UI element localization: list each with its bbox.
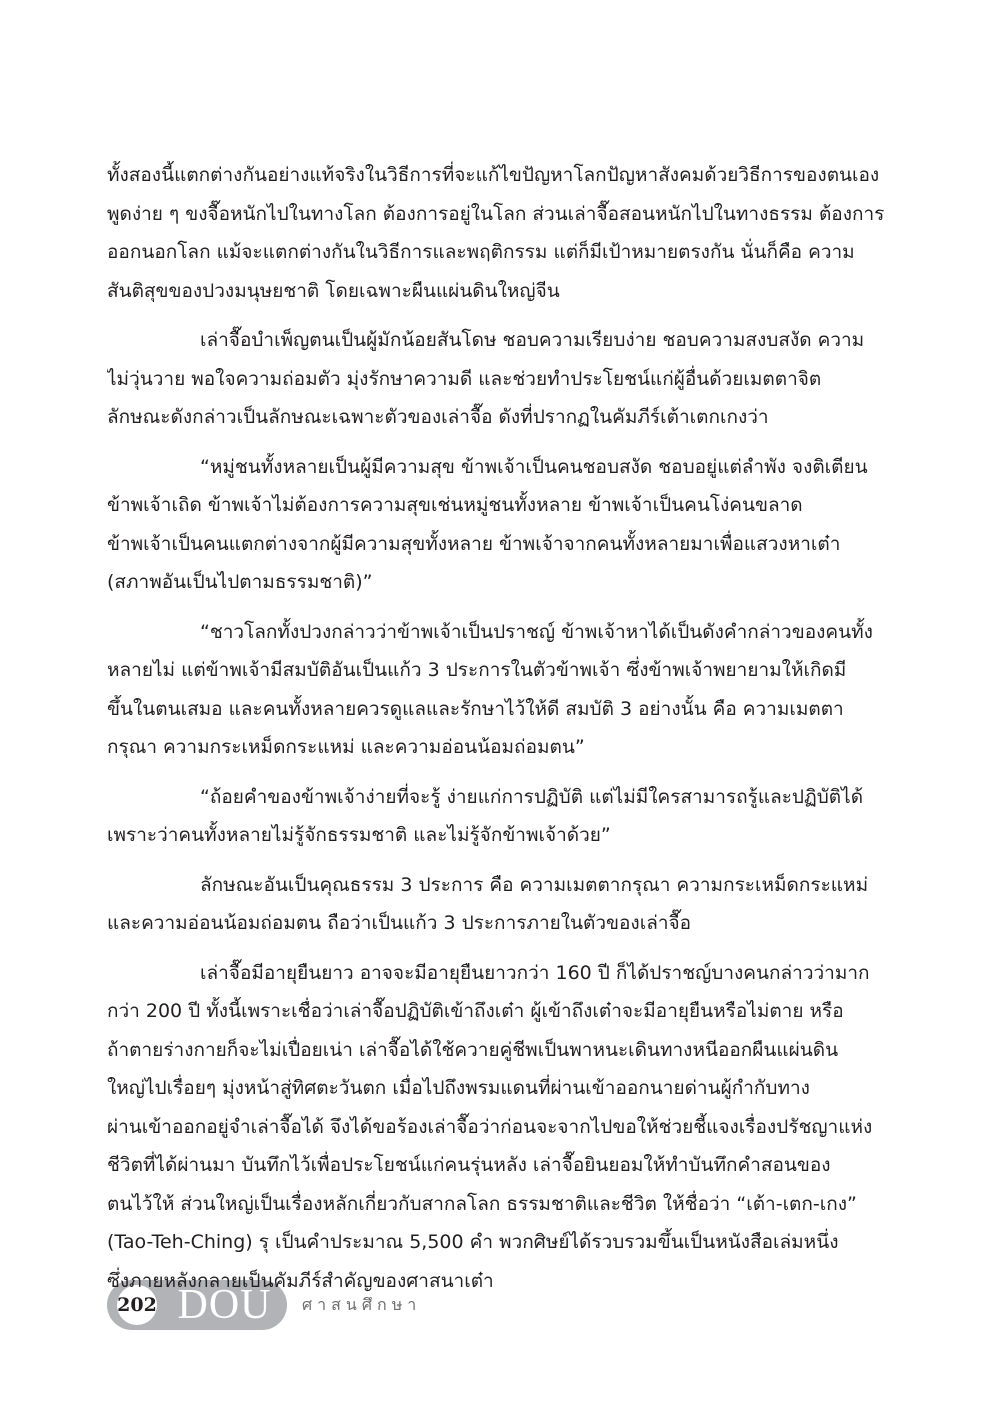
text-line: และความอ่อนน้อมถ่อมตน ถือว่าเป็นแก้ว 3 ประการภายในตัวของเล่าจื๊อ — [107, 912, 692, 934]
text-line: ตนไว้ให้ ส่วนใหญ่เป็นเรื่องหลักเกี่ยวกับสากลโลก ธรรมชาติและชีวิต ให้ชื่อว่า “เต้า-เตก-เกง” — [107, 1193, 857, 1215]
quote-line: เพราะว่าคนทั้งหลายไม่รู้จักธรรมชาติ และไม่รู้จักข้าพเจ้าด้วย” — [107, 824, 611, 846]
text-line: สันติสุขของปวงมนุษยชาติ โดยเฉพาะผืนแผ่นดินใหญ่จีน — [107, 280, 560, 302]
quote-line: หลายไม่ แต่ข้าพเจ้ามีสมบัติอันเป็นแก้ว 3 ประการในตัวข้าพเจ้า ซึ่งข้าพเจ้าพยายามให้เกิดมี — [107, 659, 847, 681]
footer-label: ศาสนศึกษา — [302, 1295, 422, 1314]
text-line: ลักษณะอันเป็นคุณธรรม 3 ประการ คือ ความเมตตากรุณา ความกระเหม็ดกระแหม่ — [200, 874, 869, 896]
quote-line: ข้าพเจ้าเถิด ข้าพเจ้าไม่ต้องการความสุขเช่นหมู่ชนทั้งหลาย ข้าพเจ้าเป็นคนโง่คนขลาด — [107, 494, 803, 516]
page-number: 202 — [117, 1285, 157, 1325]
text-line: ทั้งสองนี้แตกต่างกันอย่างแท้จริงในวิธีการที่จะแก้ไขปัญหาโลกปัญหาสังคมด้วยวิธีการของตนเอง — [107, 164, 880, 186]
text-line: ชีวิตที่ได้ผ่านมา บันทึกไว้เพื่อประโยชน์แก่คนรุ่นหลัง เล่าจื๊อยินยอมให้ทำบันทึกคำสอนของ — [107, 1154, 831, 1176]
text-line: ใหญ่ไปเรื่อยๆ มุ่งหน้าสู่ทิศตะวันตก เมื่อไปถึงพรมแดนที่ผ่านเข้าออกนายด่านผู้กำกับทาง — [107, 1077, 810, 1099]
quote-line: ข้าพเจ้าเป็นคนแตกต่างจากผู้มีความสุขทั้งหลาย ข้าพเจ้าจากคนทั้งหลายมาเพื่อแสวงหาเต๋า — [107, 533, 841, 555]
quote-line: “ถ้อยคำของข้าพเจ้าง่ายที่จะรู้ ง่ายแก่การปฏิบัติ แต่ไม่มีใครสามารถรู้และปฏิบัติได้ — [200, 786, 864, 808]
brand-logo: DOU — [177, 1282, 272, 1328]
text-line: ออกนอกโลก แม้จะแตกต่างกันในวิธีการและพฤติกรรม แต่ก็มีเป้าหมายตรงกัน นั่นก็คือ ความ — [107, 241, 855, 263]
quote-line: ขึ้นในตนเสมอ และคนทั้งหลายควรดูแลและรักษาไว้ให้ดี สมบัติ 3 อย่างนั้น คือ ความเมตตา — [107, 698, 844, 720]
text-line: เล่าจื๊อมีอายุยืนยาว อาจจะมีอายุยืนยาวกว่า 160 ปี ก็ได้ปราชญ์บางคนกล่าวว่ามาก — [200, 962, 870, 984]
quote-line: “หมู่ชนทั้งหลายเป็นผู้มีความสุข ข้าพเจ้าเป็นคนชอบสงัด ชอบอยู่แต่ลำพัง จงติเตียน — [200, 456, 868, 478]
quote-line: (สภาพอันเป็นไปตามธรรมชาติ)” — [107, 571, 373, 593]
text-line: กว่า 200 ปี ทั้งนี้เพราะเชื่อว่าเล่าจื๊อปฏิบัติเข้าถึงเต๋า ผู้เข้าถึงเต๋าจะมีอายุยืนหรือไม่ตาย หรือ — [107, 1000, 844, 1022]
text-line: ลักษณะดังกล่าวเป็นลักษณะเฉพาะตัวของเล่าจื๊อ ดังที่ปรากฏในคัมภีร์เต้าเตกเกงว่า — [107, 406, 769, 428]
quote-line: กรุณา ความกระเหม็ดกระแหม่ และความอ่อนน้อมถ่อมตน” — [107, 736, 585, 758]
text-line: (Tao-Teh-Ching) รุ เป็นคำประมาณ 5,500 คำ พวกศิษย์ได้รวบรวมขึ้นเป็นหนังสือเล่มหนึ่ง — [107, 1231, 839, 1253]
text-line: เล่าจื๊อบำเพ็ญตนเป็นผู้มักน้อยสันโดษ ชอบความเรียบง่าย ชอบความสงบสงัด ความ — [200, 329, 865, 351]
text-line: ผ่านเข้าออกอยู่จำเล่าจื๊อได้ จึงได้ขอร้องเล่าจื๊อว่าก่อนจะจากไปขอให้ช่วยชี้แจงเรื่องปรัชญาแห่ง — [107, 1116, 873, 1138]
text-line: ไม่วุ่นวาย พอใจความถ่อมตัว มุ่งรักษาความดี และช่วยทำประโยชน์แก่ผู้อื่นด้วยเมตตาจิต — [107, 368, 822, 390]
text-line: ถ้าตายร่างกายก็จะไม่เปื่อยเน่า เล่าจื๊อได้ใช้ควายคู่ชีพเป็นพาหนะเดินทางหนีออกผืนแผ่นดิน — [107, 1039, 839, 1061]
text-line: พูดง่าย ๆ ขงจื๊อหนักไปในทางโลก ต้องการอยู่ในโลก ส่วนเล่าจื๊อสอนหนักไปในทางธรรม ต้องการ — [107, 203, 885, 225]
text-line: ซึ่งภายหลังกลายเป็นคัมภีร์สำคัญของศาสนาเต๋า — [107, 1270, 494, 1292]
quote-line: “ชาวโลกทั้งปวงกล่าวว่าข้าพเจ้าเป็นปราชญ์ ข้าพเจ้าหาได้เป็นดังคำกล่าวของคนทั้ง — [200, 621, 873, 643]
